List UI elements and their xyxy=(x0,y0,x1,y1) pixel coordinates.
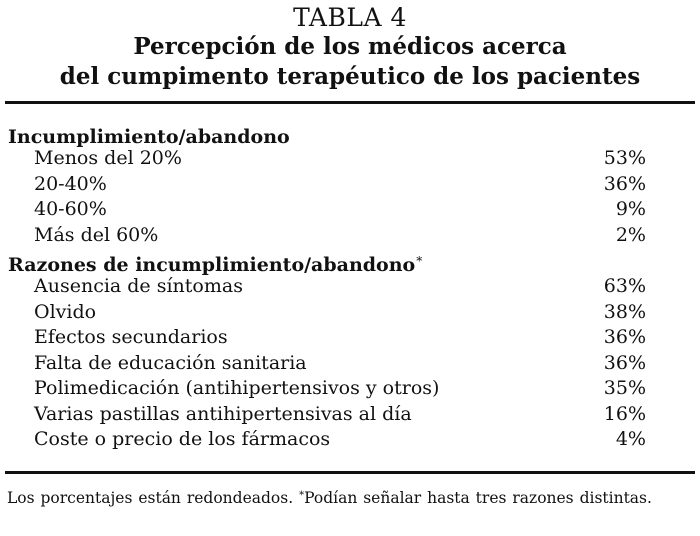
table-row xyxy=(5,274,695,300)
row-value: 35% xyxy=(603,377,646,399)
table-row xyxy=(5,402,695,428)
row-label: 40-60% xyxy=(34,198,107,220)
row-value: 63% xyxy=(603,275,646,297)
row-value: 16% xyxy=(603,402,646,425)
row-value: 53% xyxy=(603,147,646,169)
row-label: Varias pastillas antihipertensivas al día xyxy=(34,402,412,425)
table-label: TABLA 4 xyxy=(293,3,407,32)
row-value: 9% xyxy=(615,198,646,220)
row-label: Efectos secundarios xyxy=(34,326,228,348)
table-row xyxy=(5,197,695,223)
row-value: 4% xyxy=(615,428,646,450)
top-rule xyxy=(5,101,695,104)
row-label: Ausencia de síntomas xyxy=(34,275,243,297)
table-title-line-2: del cumpimento terapéutico de los pacientes xyxy=(59,63,641,90)
section-heading-text: Incumplimiento/abandono xyxy=(8,126,290,148)
row-value: 36% xyxy=(603,326,646,348)
row-label: Coste o precio de los fármacos xyxy=(34,428,331,450)
row-label: Olvido xyxy=(34,300,97,323)
footnote-text-before: Los porcentajes están redondeados. xyxy=(7,489,300,507)
table-row xyxy=(5,376,695,402)
section-heading-mark: * xyxy=(416,254,423,268)
row-value: 36% xyxy=(603,351,646,374)
table-row xyxy=(5,325,695,351)
table-row xyxy=(5,427,695,453)
row-value: 2% xyxy=(615,223,646,246)
row-label: Polimedicación (antihipertensivos y otros) xyxy=(34,377,440,399)
table-row xyxy=(5,351,695,377)
row-value: 38% xyxy=(603,300,646,323)
table-row xyxy=(5,146,695,172)
row-label: Más del 60% xyxy=(34,223,159,246)
row-label: Menos del 20% xyxy=(34,147,182,169)
table-row xyxy=(5,223,695,249)
section-heading xyxy=(5,248,695,274)
table-footnote xyxy=(7,485,693,509)
row-value: 36% xyxy=(603,172,646,195)
section-heading xyxy=(5,120,695,146)
row-label: 20-40% xyxy=(34,172,107,195)
data-table xyxy=(5,120,695,453)
row-label: Falta de educación sanitaria xyxy=(34,351,307,374)
table-row xyxy=(5,300,695,326)
section-heading-text: Razones de incumplimiento/abandono xyxy=(8,254,416,276)
footnote-text-after: Podían señalar hasta tres razones distintas. xyxy=(304,489,652,507)
footnote-mark: * xyxy=(299,490,305,501)
bottom-rule xyxy=(5,471,695,474)
table-row xyxy=(5,172,695,198)
table-title-line-1: Percepción de los médicos acerca xyxy=(133,33,567,60)
